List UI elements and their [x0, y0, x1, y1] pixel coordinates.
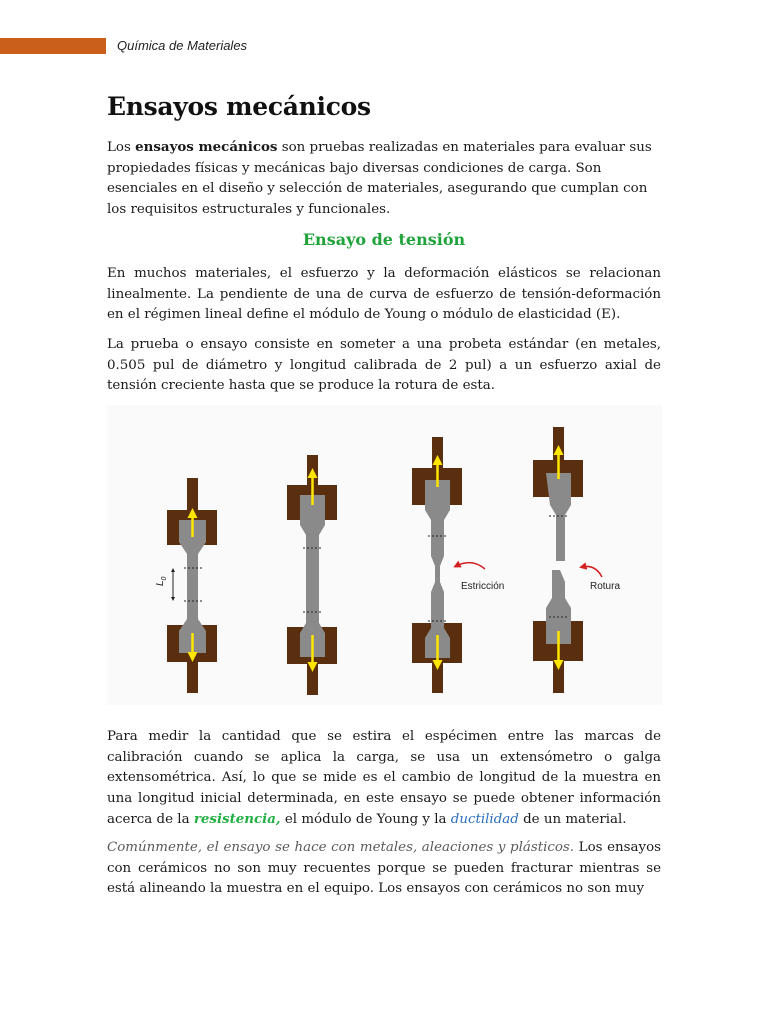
tension-test-figure	[107, 405, 662, 705]
tension-test-diagram	[107, 405, 662, 705]
p4-rest: Los ensayos con cerámicos no son muy recuentes porque se pueden fracturar mientras se está alineando la muestra en el equipo. Los ensayos con cerámicos no son muy	[107, 840, 661, 896]
intro-pre: Los	[107, 140, 136, 155]
estriccion-label: Estricción	[461, 581, 505, 592]
header-title: Química de Materiales	[117, 38, 248, 53]
intro-bold-term: ensayos mecánicos	[135, 139, 278, 155]
intro-paragraph	[107, 137, 661, 220]
specimen-3	[412, 437, 504, 693]
specimen-4	[533, 427, 620, 693]
ductilidad-link[interactable]: ductilidad	[450, 812, 519, 827]
p4-italic-lead: Comúnmente, el ensayo se hace con metales, aleaciones y plásticos.	[107, 840, 575, 855]
specimen-2	[287, 455, 337, 695]
intro-post: son pruebas realizadas en materiales para evaluar sus propiedades físicas y mecánicas bajo diversas condiciones de carga. Son esenciales en el diseño y selección de materiales, asegurando que cumplan con los requisitos estructurales y funcionales.	[107, 140, 652, 217]
p3-text: Para medir la cantidad que se estira el espécimen entre las marcas de calibración cuando se aplica la carga, se usa un extensómetro o galga extensométrica. Así, lo que se mide es el cambio de longitud de la muestra en una longitud inicial determinada, en este ensayo se puede obtener información acerca de la	[107, 729, 661, 827]
paragraph-materials	[107, 838, 661, 900]
p3-end: de un material.	[518, 812, 627, 827]
paragraph-test-description: La prueba o ensayo consiste en someter a una probeta estándar (en metales, 0.505 pul de diámetro y longitud calibrada de 2 pul) a un esfuerzo axial de tensión creciente hasta que se produce la rotura de esta.	[107, 337, 661, 393]
header-accent-bar	[0, 38, 106, 54]
resistencia-link[interactable]: resistencia,	[193, 811, 281, 827]
rotura-label: Rotura	[590, 581, 621, 592]
paragraph-elasticity: En muchos materiales, el esfuerzo y la deformación elásticos se relacionan linealmente. La pendiente de una de curva de esfuerzo de tensión-deformación en el régimen lineal define el módulo de Young o módulo de elasticidad (E).	[107, 266, 661, 322]
p3-mid: el módulo de Young y la	[280, 812, 451, 827]
page-title: Ensayos mecánicos	[107, 92, 371, 121]
specimen-1	[155, 478, 217, 693]
paragraph-measurement	[107, 727, 661, 831]
section-heading: Ensayo de tensión	[302, 230, 466, 249]
gauge-length-label: $L_0$	[155, 576, 168, 586]
